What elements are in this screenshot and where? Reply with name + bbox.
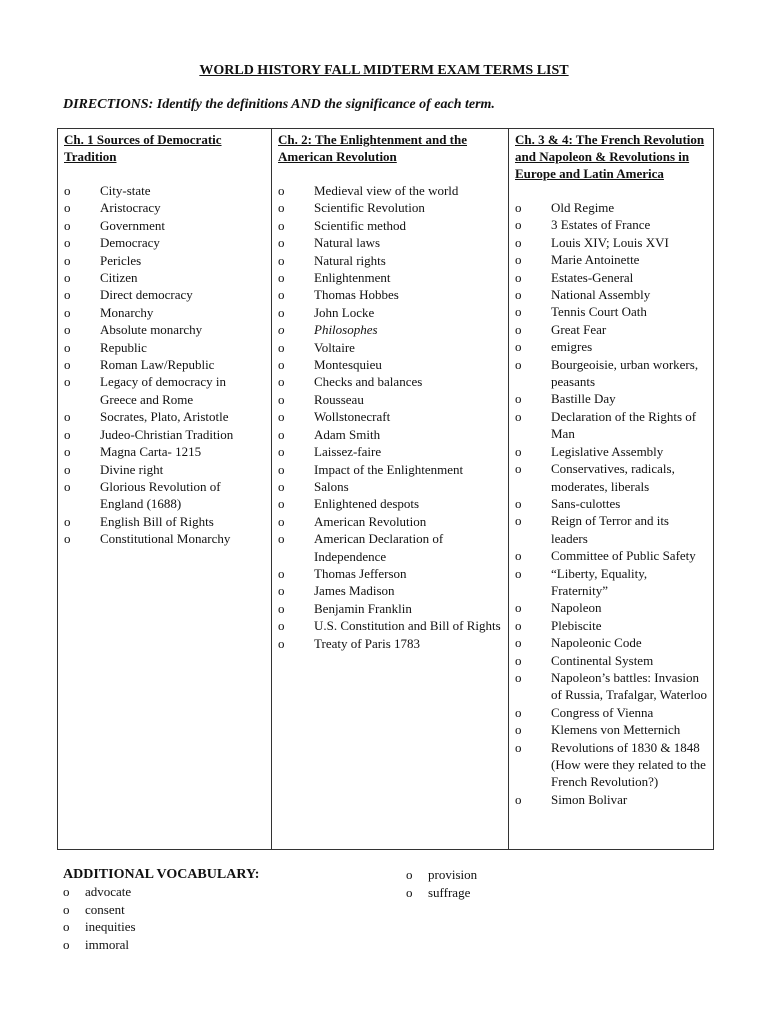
term-item: o emigres (515, 338, 707, 355)
term-item: o Plebiscite (515, 617, 707, 634)
term-item: o Napoleonic Code (515, 634, 707, 651)
term-item: o Laissez-faire (278, 443, 502, 460)
column-heading: Ch. 1 Sources of Democratic Tradition (64, 132, 222, 164)
term-item: o Klemens von Metternich (515, 721, 707, 738)
term-item: o Natural rights (278, 252, 502, 269)
term-item: o Adam Smith (278, 426, 502, 443)
term-item: o Conservatives, radicals, moderates, liberals (515, 460, 707, 495)
term-item: o Government (64, 217, 265, 234)
term-item: o Absolute monarchy (64, 321, 265, 338)
term-item: o inequities (63, 918, 363, 936)
term-item: o Democracy (64, 234, 265, 251)
terms-table-row (58, 129, 714, 850)
term-item: o Socrates, Plato, Aristotle (64, 408, 265, 425)
term-item: o Napoleon (515, 599, 707, 616)
term-item: o U.S. Constitution and Bill of Rights (278, 617, 502, 634)
term-item: o Old Regime (515, 199, 707, 216)
term-item: o Voltaire (278, 339, 502, 356)
term-item: o advocate (63, 883, 363, 901)
term-item: o immoral (63, 936, 363, 954)
vocab-list-left (63, 883, 363, 953)
term-item: o Enlightened despots (278, 495, 502, 512)
term-item: o Rousseau (278, 391, 502, 408)
term-item: o consent (63, 901, 363, 919)
term-item: o Aristocracy (64, 199, 265, 216)
column-heading: Ch. 3 & 4: The French Revolution and Napoleon & Revolutions in Europe and Latin America (515, 132, 705, 181)
term-item: o Medieval view of the world (278, 182, 502, 199)
term-item: o Thomas Hobbes (278, 286, 502, 303)
term-item: o 3 Estates of France (515, 216, 707, 233)
column-ch3-4 (509, 129, 714, 850)
term-item: o Tennis Court Oath (515, 303, 707, 320)
vocab-heading: ADDITIONAL VOCABULARY: (63, 867, 260, 882)
term-item: o Checks and balances (278, 373, 502, 390)
term-item: o suffrage (406, 884, 706, 902)
page-title: WORLD HISTORY FALL MIDTERM EXAM TERMS LIST (199, 63, 569, 78)
term-item: o Montesquieu (278, 356, 502, 373)
term-item: o Republic (64, 339, 265, 356)
vocab-list-right (406, 866, 706, 901)
terms-table (57, 128, 714, 850)
term-item: o Simon Bolivar (515, 791, 707, 808)
term-item: o provision (406, 866, 706, 884)
term-item: o Marie Antoinette (515, 251, 707, 268)
term-list (278, 182, 502, 652)
term-item: o Divine right (64, 461, 265, 478)
term-item: o Wollstonecraft (278, 408, 502, 425)
term-item: o James Madison (278, 582, 502, 599)
term-item: o Benjamin Franklin (278, 600, 502, 617)
term-item: o Bastille Day (515, 390, 707, 407)
directions-text: DIRECTIONS: Identify the definitions AND the significance of each term. (63, 97, 495, 112)
term-item: o Louis XIV; Louis XVI (515, 234, 707, 251)
term-item: o Bourgeoisie, urban workers, peasants (515, 356, 707, 391)
term-item: o English Bill of Rights (64, 513, 265, 530)
term-item: o Direct democracy (64, 286, 265, 303)
term-item: o Salons (278, 478, 502, 495)
term-item: o Pericles (64, 252, 265, 269)
term-item: o National Assembly (515, 286, 707, 303)
term-item: o Roman Law/Republic (64, 356, 265, 373)
term-item: o American Declaration of Independence (278, 530, 502, 565)
term-item: o “Liberty, Equality, Fraternity” (515, 565, 707, 600)
term-item: o Reign of Terror and its leaders (515, 512, 707, 547)
term-item: o City-state (64, 182, 265, 199)
column-ch1 (58, 129, 272, 850)
term-item: o Magna Carta- 1215 (64, 443, 265, 460)
term-item: o Revolutions of 1830 & 1848 (How were they related to the French Revolution?) (515, 739, 707, 791)
term-item: o Sans-culottes (515, 495, 707, 512)
term-item: o Scientific method (278, 217, 502, 234)
term-item: o Estates-General (515, 269, 707, 286)
term-item: o Thomas Jefferson (278, 565, 502, 582)
term-item: o Treaty of Paris 1783 (278, 635, 502, 652)
term-list (64, 182, 265, 548)
term-item: o Legacy of democracy in Greece and Rome (64, 373, 265, 408)
term-item: o John Locke (278, 304, 502, 321)
term-item: o Committee of Public Safety (515, 547, 707, 564)
column-ch2 (272, 129, 509, 850)
term-item: o Continental System (515, 652, 707, 669)
term-item: o Enlightenment (278, 269, 502, 286)
term-item: o Great Fear (515, 321, 707, 338)
additional-vocabulary (63, 866, 713, 952)
term-item: o Constitutional Monarchy (64, 530, 265, 547)
column-heading: Ch. 2: The Enlightenment and the American Revolution (278, 132, 468, 164)
term-item: o Declaration of the Rights of Man (515, 408, 707, 443)
term-item: o Legislative Assembly (515, 443, 707, 460)
term-item: o Napoleon’s battles: Invasion of Russia, Trafalgar, Waterloo (515, 669, 707, 704)
term-item: o Congress of Vienna (515, 704, 707, 721)
term-item: o Judeo-Christian Tradition (64, 426, 265, 443)
term-item: o Philosophes (278, 321, 502, 338)
term-item: o Natural laws (278, 234, 502, 251)
term-item: o American Revolution (278, 513, 502, 530)
term-item: o Scientific Revolution (278, 199, 502, 216)
term-item: o Monarchy (64, 304, 265, 321)
term-item: o Citizen (64, 269, 265, 286)
term-item: o Glorious Revolution of England (1688) (64, 478, 265, 513)
term-item: o Impact of the Enlightenment (278, 461, 502, 478)
term-list (515, 199, 707, 808)
